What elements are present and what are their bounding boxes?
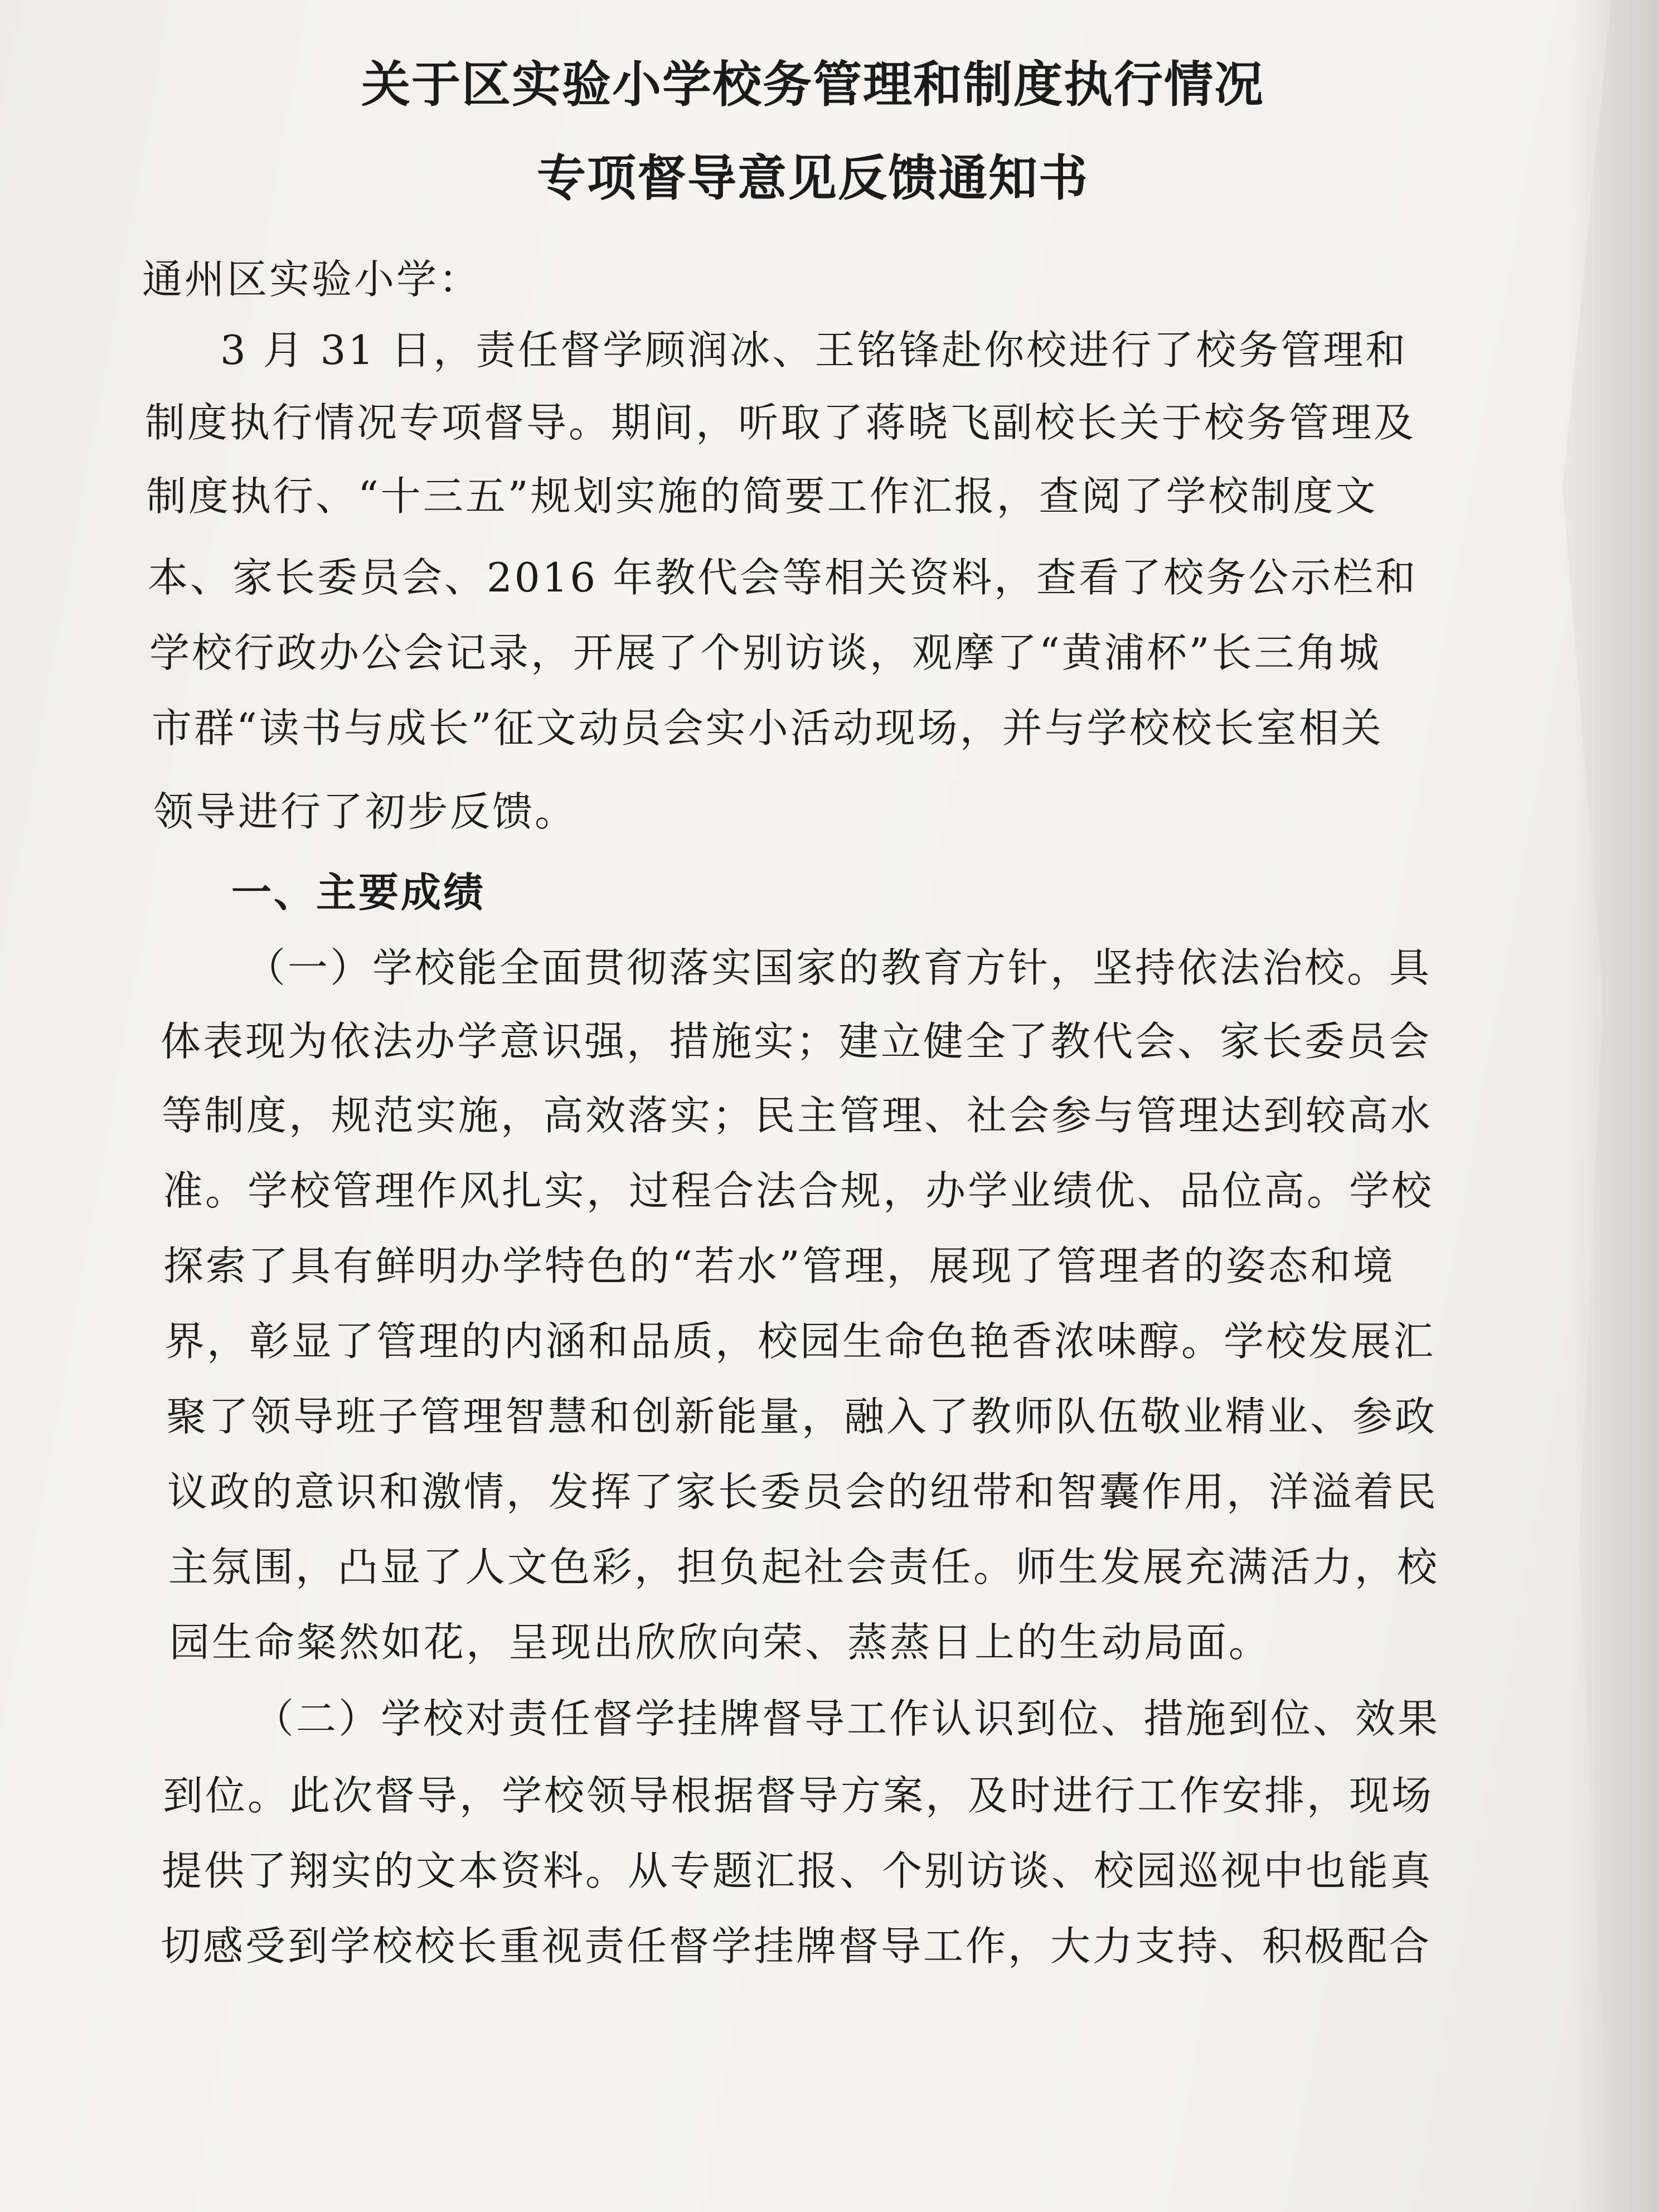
- p1-line-2: 制度执行情况专项督导。期间，听取了蒋晓飞副校长关于校务管理及: [145, 399, 1417, 446]
- p1-line-3: 制度执行、“十三五”规划实施的简要工作汇报，查阅了学校制度文: [146, 473, 1378, 520]
- p1-line-6: 市群“读书与成长”征文动员会实小活动现场，并与学校校长室相关: [152, 705, 1384, 751]
- title-line-1: 关于区实验小学校务管理和制度执行情况: [361, 56, 1264, 113]
- p3-line-3: 提供了翔实的文本资料。从专题汇报、个别访谈、校园巡视中也能真: [162, 1847, 1433, 1894]
- p2-line-4: 准。学校管理作风扎实，过程合法合规，办学业绩优、品位高。学校: [163, 1167, 1434, 1214]
- p2-line-9: 主氛围，凸显了人文色彩，担负起社会责任。师生发展充满活力，校: [168, 1544, 1440, 1590]
- salutation: 通州区实验小学：: [142, 256, 482, 303]
- p2-line-5: 探索了具有鲜明办学特色的“若水”管理，展现了管理者的姿态和境: [163, 1243, 1395, 1289]
- p3-line-2: 到位。此次督导，学校领导根据督导方案，及时进行工作安排，现场: [163, 1772, 1434, 1819]
- p2-line-7: 聚了领导班子管理智慧和创新能量，融入了教师队伍敬业精业、参政: [166, 1393, 1438, 1440]
- p1-line-5: 学校行政办公会记录，开展了个别访谈，观摩了“黄浦杯”长三角城: [149, 629, 1381, 676]
- p2-line-2: 体表现为依法办学意识强，措施实；建立健全了教代会、家长委员会: [161, 1018, 1432, 1065]
- p3-line-4: 切感受到学校校长重视责任督学挂牌督导工作，大力支持、积极配合: [161, 1923, 1432, 1970]
- p2-line-6: 界，彰显了管理的内涵和品质，校园生命色艳香浓味醇。学校发展汇: [164, 1318, 1436, 1365]
- p3-line-1: （二）学校对责任督学挂牌督导工作认识到位、措施到位、效果: [254, 1695, 1440, 1742]
- p2-line-10: 园生命粲然如花，呈现出欣欣向荣、蒸蒸日上的生动局面。: [169, 1619, 1272, 1666]
- p2-line-8: 议政的意识和激情，发挥了家长委员会的纽带和智囊作用，洋溢着民: [167, 1468, 1439, 1515]
- p1-line-4: 本、家长委员会、2016 年教代会等相关资料，查看了校务公示栏和: [148, 554, 1418, 601]
- section-heading-main-achievements: 一、主要成绩: [231, 869, 486, 916]
- p1-line-7: 领导进行了初步反馈。: [153, 788, 578, 835]
- p2-line-3: 等制度，规范实施，高效落实；民主管理、社会参与管理达到较高水: [162, 1092, 1433, 1139]
- p2-line-1: （一）学校能全面贯彻落实国家的教育方针，坚持依法治校。具: [245, 944, 1432, 991]
- title-line-2: 专项督导意见反馈通知书: [536, 149, 1089, 207]
- p1-line-1: 3 月 31 日，责任督学顾润冰、王铭锋赴你校进行了校务管理和: [220, 327, 1408, 373]
